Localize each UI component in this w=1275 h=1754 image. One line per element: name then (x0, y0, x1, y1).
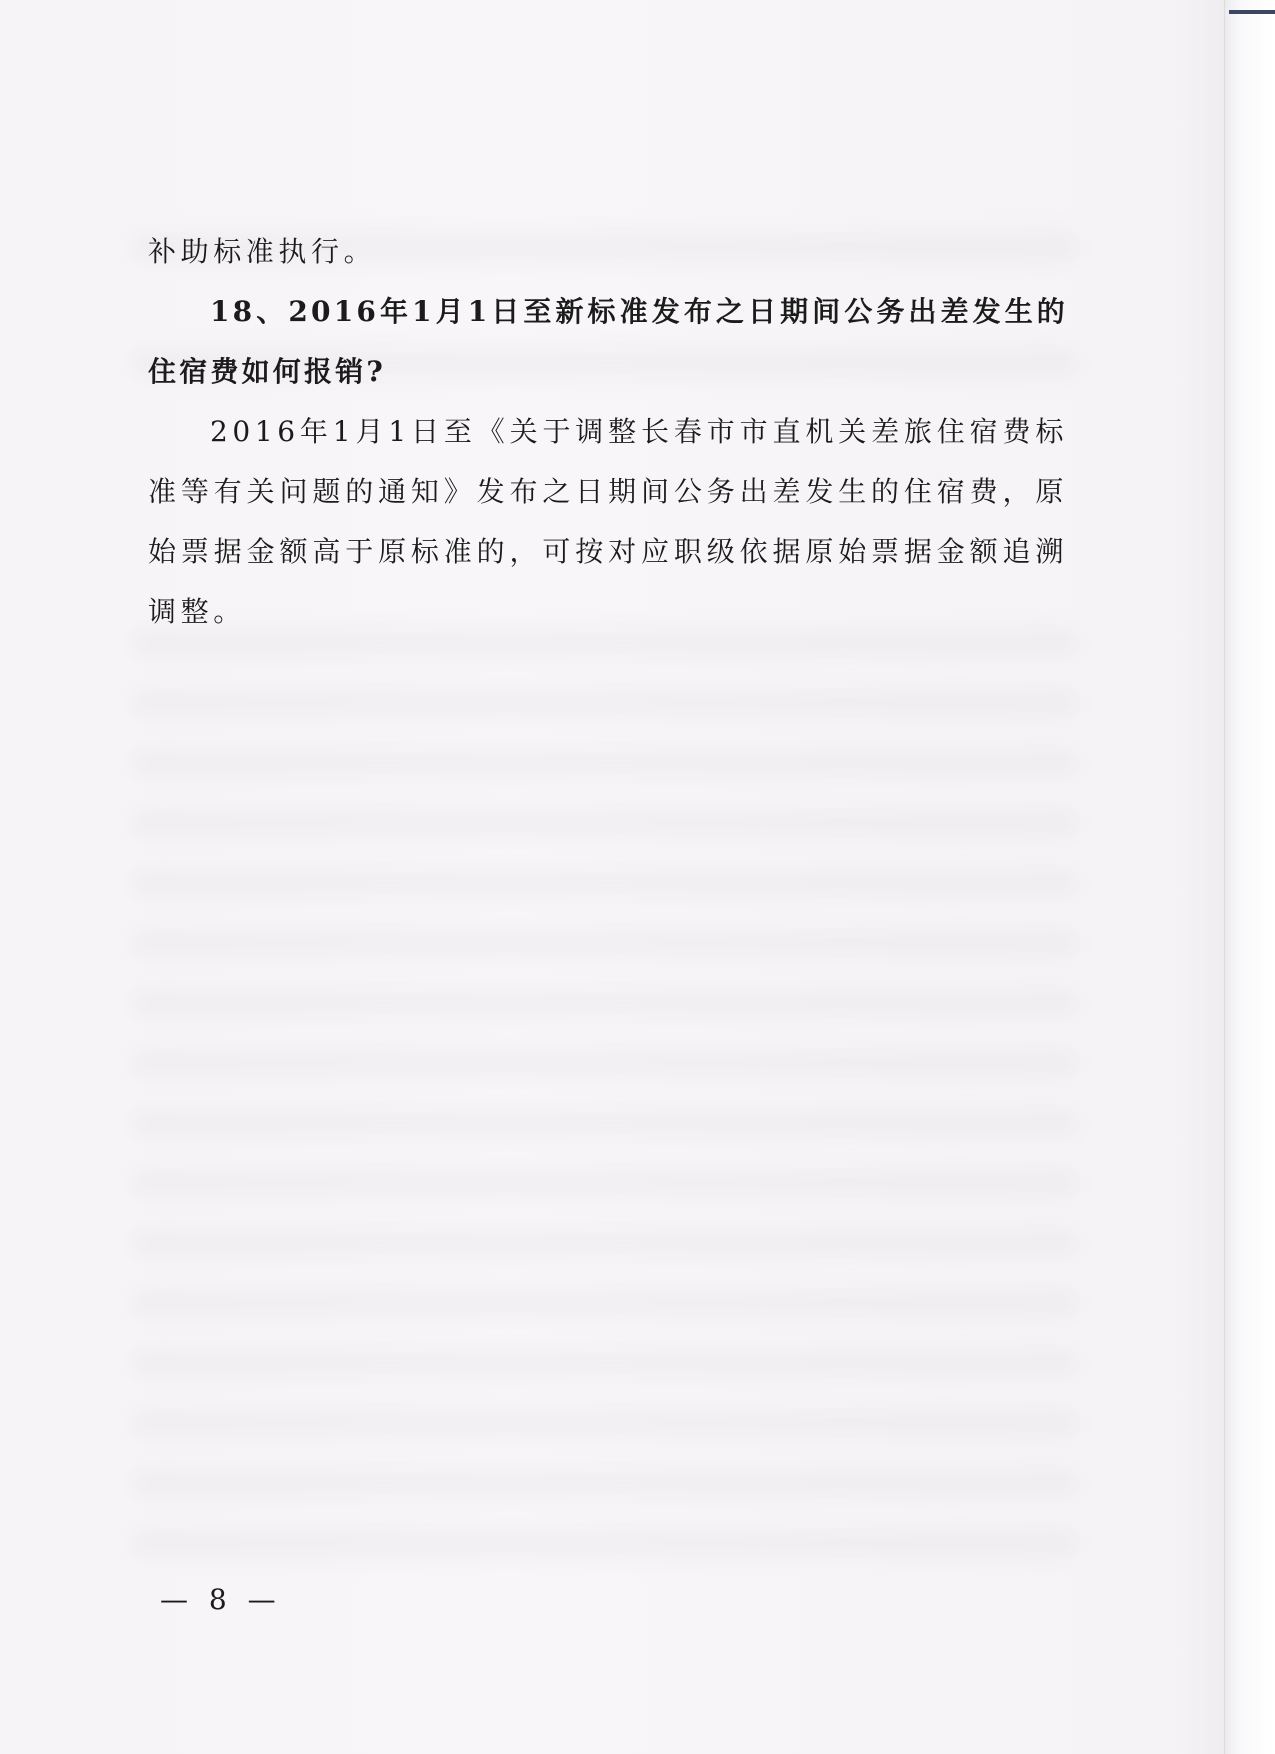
show-through (130, 1348, 1080, 1378)
document-body (148, 222, 1068, 642)
show-through (130, 868, 1080, 898)
page-number: — 8 — (160, 1583, 282, 1616)
show-through (130, 1528, 1080, 1558)
answer-paragraph: 2016年1月1日至《关于调整长春市市直机关差旅住宿费标准等有关问题的通知》发布之日期间公务出差发生的住宿费，原始票据金额高于原标准的，可按对应职级依据原始票据金额追溯调整。 (148, 415, 1068, 628)
scanner-edge (1224, 0, 1275, 1754)
show-through (130, 1048, 1080, 1078)
scanner-mark (1229, 10, 1275, 14)
show-through (130, 1468, 1080, 1498)
show-through (130, 808, 1080, 838)
show-through (130, 988, 1080, 1018)
question-heading: 18、2016年1月1日至新标准发布之日期间公务出差发生的住宿费如何报销? (148, 295, 1068, 388)
show-through (130, 1168, 1080, 1198)
show-through (130, 688, 1080, 718)
show-through (130, 748, 1080, 778)
show-through (130, 1408, 1080, 1438)
show-through (130, 928, 1080, 958)
show-through (130, 1108, 1080, 1138)
show-through (130, 1228, 1080, 1258)
show-through (130, 1288, 1080, 1318)
paragraph-continuation: 补助标准执行。 (148, 235, 377, 268)
